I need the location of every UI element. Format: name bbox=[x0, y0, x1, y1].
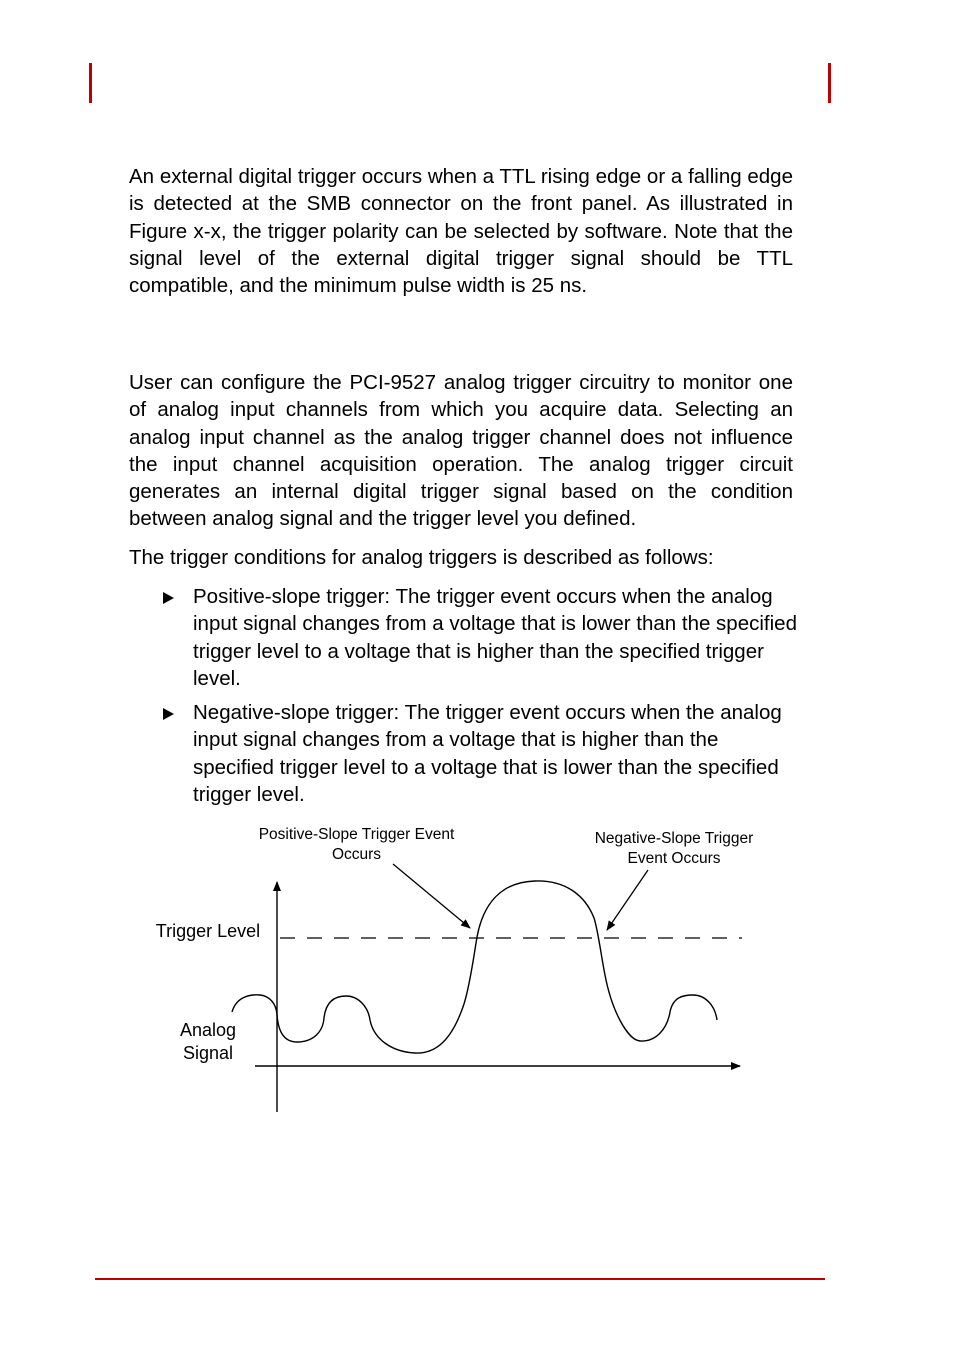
negative-slope-pointer bbox=[607, 870, 648, 930]
positive-slope-pointer bbox=[393, 864, 470, 928]
analog-signal-label: Analog Signal bbox=[179, 1020, 237, 1063]
footer-rule bbox=[95, 1278, 825, 1280]
positive-slope-label: Positive-Slope Trigger Event Occurs bbox=[258, 826, 455, 863]
trigger-level-label: Trigger Level bbox=[155, 921, 261, 941]
positive-slope-bullet-text: Positive-slope trigger: The trigger event occurs when the analog input signal changes from a voltage that is lower than the specified trigger level to a voltage that is higher than the specified trigger level. bbox=[193, 585, 797, 690]
analog-signal-curve bbox=[232, 881, 717, 1053]
trigger-conditions-intro: The trigger conditions for analog triggers is described as follows: bbox=[129, 546, 714, 569]
negative-slope-label: Negative-Slope Trigger Event Occurs bbox=[594, 830, 754, 867]
negative-slope-bullet-text: Negative-slope trigger: The trigger event occurs when the analog input signal changes from a voltage that is higher than the specified trigger level to a voltage that is lower than the specified trigger level. bbox=[193, 701, 782, 807]
analog-trigger-paragraph: User can configure the PCI-9527 analog trigger circuitry to monitor one of analog input channels from which you acquire data. Selecting an analog input channel as the analog trigger channel does not influence the input channel acquisition operation. The analog trigger circuit generates an internal digital trigger signal based on the condition between analog signal and the trigger level you defined. bbox=[129, 371, 793, 531]
external-trigger-paragraph: An external digital trigger occurs when a TTL rising edge or a falling edge is detected at the SMB connector on the front panel. As illustrated in Figure x-x, the trigger polarity can be selected by software. Note that the signal level of the external digital trigger signal should be TTL compatible, and the minimum pulse width is 25 ns. bbox=[129, 165, 793, 298]
